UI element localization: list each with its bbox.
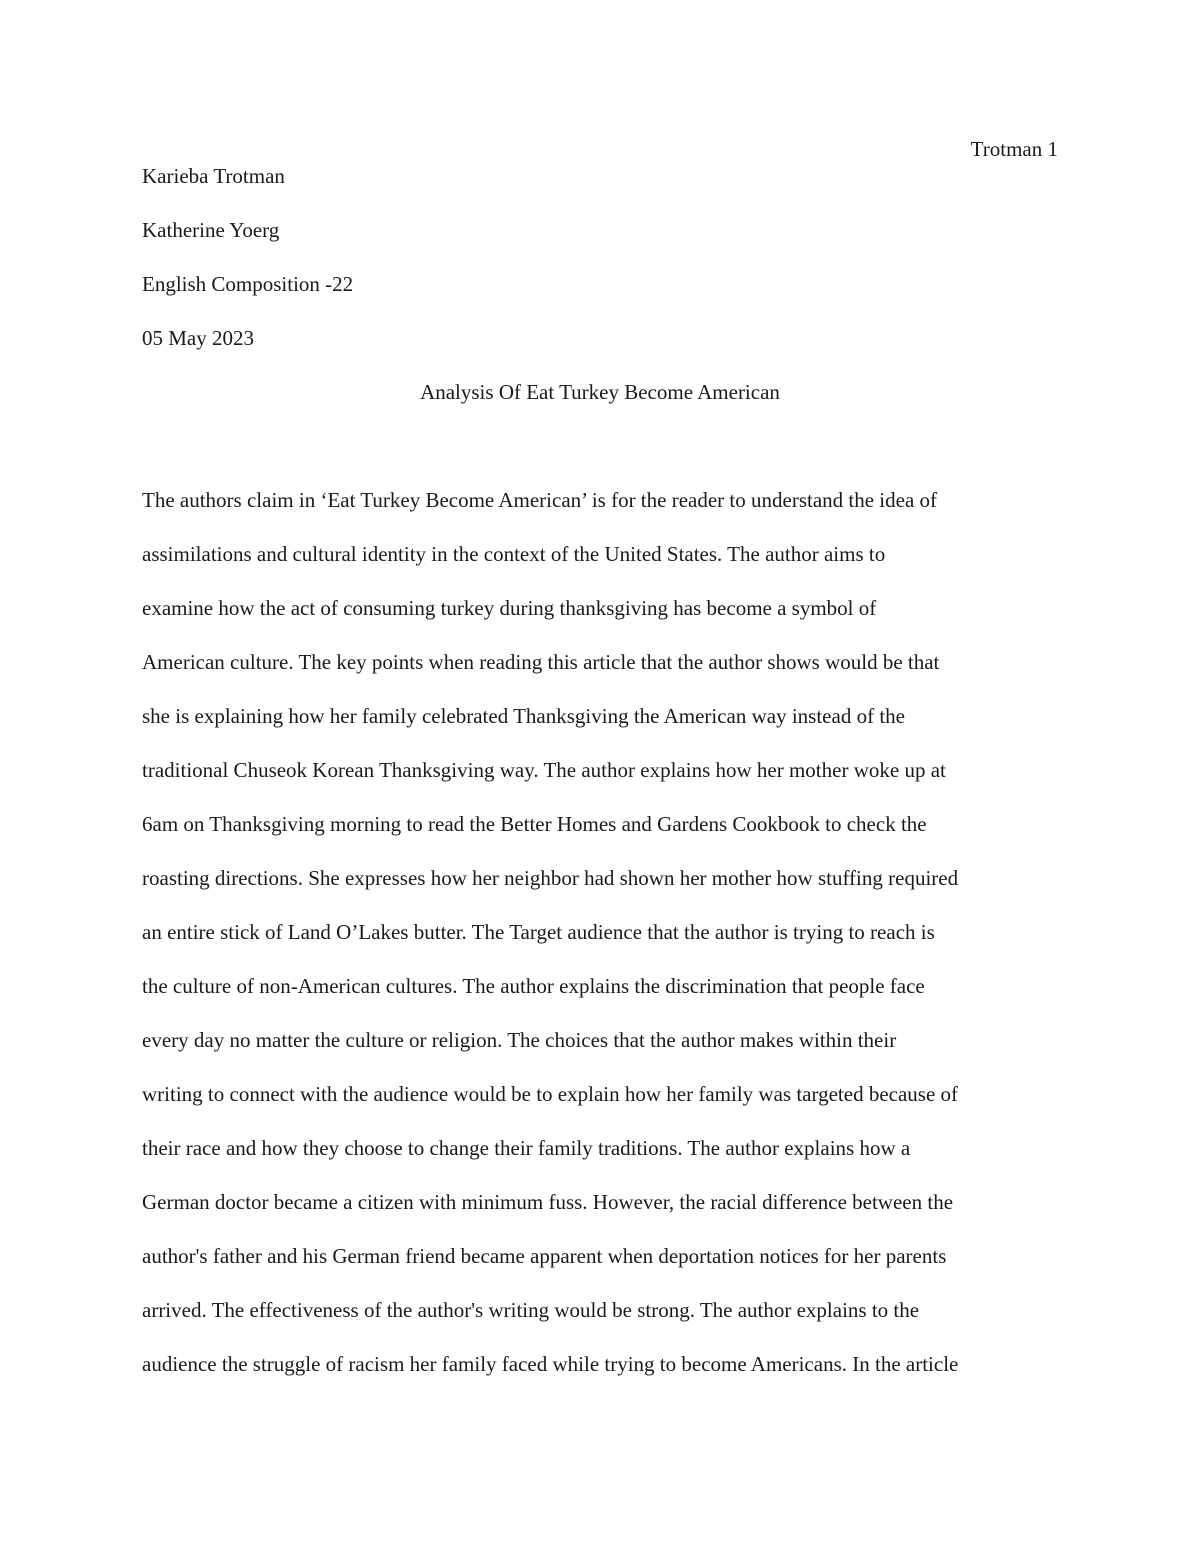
body-line: the culture of non-American cultures. The author explains the discrimination that people face xyxy=(142,974,925,998)
body-line: audience the struggle of racism her family faced while trying to become Americans. In the article xyxy=(142,1352,959,1376)
body-line: she is explaining how her family celebrated Thanksgiving the American way instead of the xyxy=(142,704,905,728)
body-paragraph xyxy=(142,487,1058,1405)
mla-heading xyxy=(142,163,1058,379)
body-line: writing to connect with the audience would be to explain how her family was targeted because of xyxy=(142,1082,959,1106)
date: 05 May 2023 xyxy=(142,326,254,350)
course-name: English Composition -22 xyxy=(142,272,354,296)
body-line: arrived. The effectiveness of the author's writing would be strong. The author explains to the xyxy=(142,1298,920,1322)
body-line: an entire stick of Land O’Lakes butter. The Target audience that the author is trying to reach is xyxy=(142,920,935,944)
body-line: The authors claim in ‘Eat Turkey Become American’ is for the reader to understand the idea of xyxy=(142,488,938,512)
body-line: every day no matter the culture or religion. The choices that the author makes within their xyxy=(142,1028,897,1052)
body-line: traditional Chuseok Korean Thanksgiving way. The author explains how her mother woke up at xyxy=(142,758,946,782)
body-line: author's father and his German friend became apparent when deportation notices for her parents xyxy=(142,1244,947,1268)
document-title: Analysis Of Eat Turkey Become American xyxy=(420,380,780,404)
body-line: their race and how they choose to change their family traditions. The author explains how a xyxy=(142,1136,911,1160)
body-line: examine how the act of consuming turkey during thanksgiving has become a symbol of xyxy=(142,596,877,620)
body-line: German doctor became a citizen with minimum fuss. However, the racial difference between the xyxy=(142,1190,954,1214)
running-head: Trotman 1 xyxy=(970,137,1058,161)
body-line: assimilations and cultural identity in the context of the United States. The author aims to xyxy=(142,542,886,566)
body-line: American culture. The key points when reading this article that the author shows would be that xyxy=(142,650,940,674)
student-name: Karieba Trotman xyxy=(142,164,285,188)
body-line: 6am on Thanksgiving morning to read the Better Homes and Gardens Cookbook to check the xyxy=(142,812,927,836)
body-line: roasting directions. She expresses how her neighbor had shown her mother how stuffing required xyxy=(142,866,959,890)
instructor-name: Katherine Yoerg xyxy=(142,218,280,242)
